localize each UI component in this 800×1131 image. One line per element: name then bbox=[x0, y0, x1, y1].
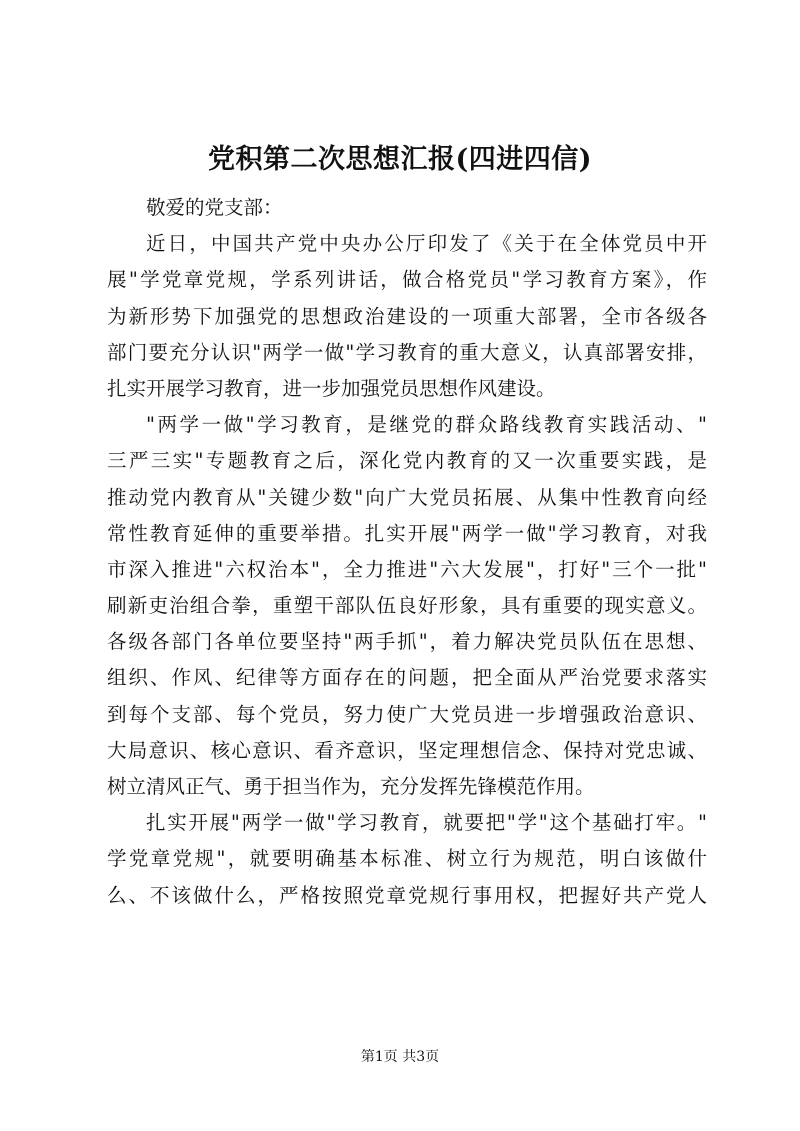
paragraph-line: 扎实开展学习教育，进一步加强党员思想作风建设。 bbox=[107, 376, 556, 400]
paragraph bbox=[107, 226, 707, 407]
paragraph-line: 为新形势下加强党的思想政治建设的一项重大部署，全市各级各 bbox=[107, 304, 707, 328]
paragraph-line: 市深入推进"六权治本"，全力推进"六大发展"，打好"三个一批" bbox=[107, 557, 707, 581]
paragraph-line: 大局意识、核心意识、看齐意识，坚定理想信念、保持对党忠诚、 bbox=[107, 738, 707, 762]
paragraph-line: 扎实开展"两学一做"学习教育，就要把"学"这个基础打牢。" bbox=[146, 811, 707, 835]
paragraph-line: 么、不该做什么，严格按照党章党规行事用权，把握好共产党人 bbox=[107, 883, 707, 907]
paragraph-line: 到每个支部、每个党员，努力使广大党员进一步增强政治意识、 bbox=[107, 702, 707, 726]
paragraph-line: 各级各部门各单位要坚持"两手抓"，着力解决党员队伍在思想、 bbox=[107, 630, 707, 654]
paragraph-line: 近日，中国共产党中央办公厅印发了《关于在全体党员中开 bbox=[146, 232, 707, 256]
document-body bbox=[107, 190, 707, 914]
paragraph bbox=[107, 805, 707, 914]
paragraph-line: 学党章党规"，就要明确基本标准、树立行为规范，明白该做什 bbox=[107, 847, 707, 871]
paragraph-line: 展"学党章党规，学系列讲话，做合格党员"学习教育方案》，作 bbox=[107, 268, 707, 292]
paragraph-line: 部门要充分认识"两学一做"学习教育的重大意义，认真部署安排， bbox=[107, 340, 707, 364]
paragraph-line: 常性教育延伸的重要举措。扎实开展"两学一做"学习教育，对我 bbox=[107, 521, 707, 545]
paragraph bbox=[107, 407, 707, 805]
paragraph-line: "两学一做"学习教育，是继党的群众路线教育实践活动、" bbox=[146, 413, 707, 437]
paragraph-line: 树立清风正气、勇于担当作为，充分发挥先锋模范作用。 bbox=[107, 775, 595, 798]
page-footer: 第1页 共3页 bbox=[360, 1049, 440, 1065]
paragraph-line: 刷新吏治组合拳，重塑干部队伍良好形象，具有重要的现实意义。 bbox=[107, 594, 707, 618]
page-title: 党积第二次思想汇报(四进四信) bbox=[207, 144, 593, 175]
salutation: 敬爱的党支部： bbox=[146, 196, 283, 219]
paragraph-line: 三严三实"专题教育之后，深化党内教育的又一次重要实践，是 bbox=[107, 449, 707, 473]
paragraph-line: 组织、作风、纪律等方面存在的问题，把全面从严治党要求落实 bbox=[107, 666, 707, 690]
paragraph-line: 推动党内教育从"关键少数"向广大党员拓展、从集中性教育向经 bbox=[107, 485, 707, 509]
